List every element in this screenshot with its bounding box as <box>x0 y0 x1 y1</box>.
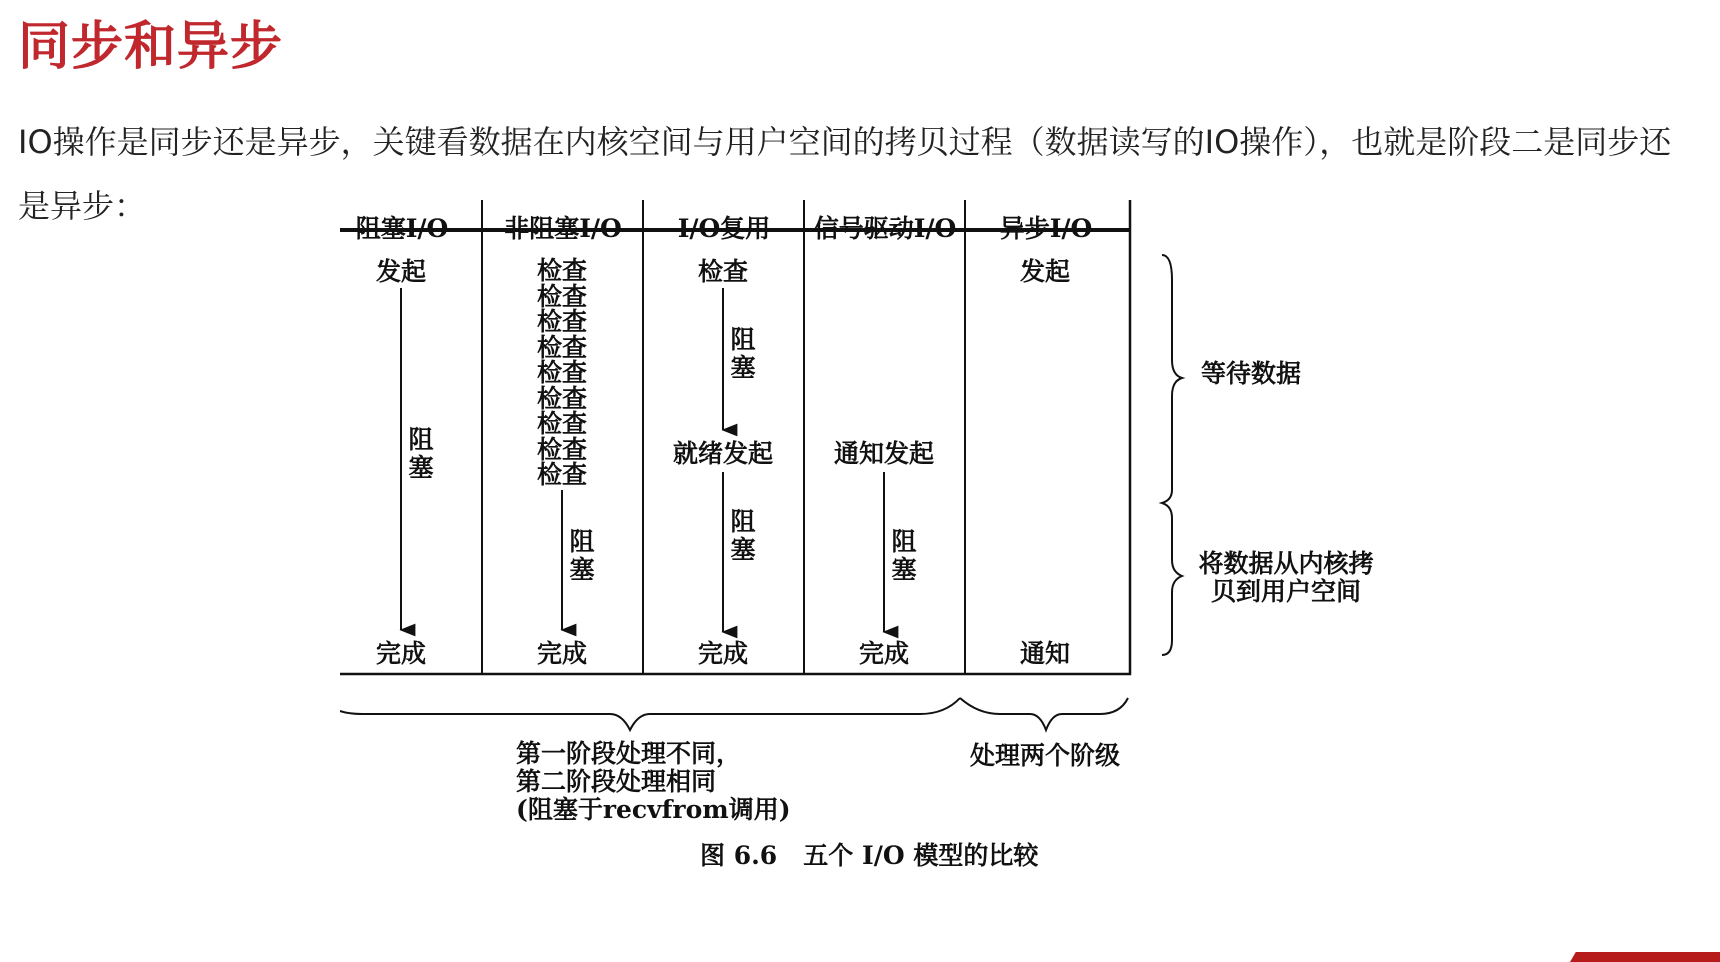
phase-brace <box>1162 255 1182 655</box>
page-title: 同步和异步 <box>18 17 284 77</box>
figure-caption: 图 6.6 五个 I/O 模型的比较 <box>700 841 1039 870</box>
col2-check-stack: 检查 检查 检查 检查 检查 检查 检查 检查 检查 <box>536 256 587 489</box>
column-header: 阻塞I/O <box>355 214 449 243</box>
col1-start: 发起 <box>375 257 426 286</box>
col1-block: 阻 塞 <box>408 425 434 482</box>
col3-mid: 就绪发起 <box>672 439 773 468</box>
phase1-label: 等待数据 <box>1200 359 1301 388</box>
note-right: 处理两个阶级 <box>970 741 1121 770</box>
col3-start: 检查 <box>697 257 748 286</box>
bottom-brace-left <box>340 698 960 730</box>
col4-block: 阻 塞 <box>891 527 917 584</box>
note-left: 第一阶段处理不同， 第二阶段处理相同 (阻塞于recvfrom调用) <box>516 739 791 824</box>
bottom-brace-right <box>960 698 1128 730</box>
col3-end: 完成 <box>697 639 748 668</box>
column-header: 信号驱动I/O <box>813 214 957 243</box>
column-header: 非阻塞I/O <box>504 214 622 243</box>
col3-block2: 阻 塞 <box>730 507 756 564</box>
col5-end: 通知 <box>1019 639 1070 668</box>
col1-end: 完成 <box>375 639 426 668</box>
col5-start: 发起 <box>1019 257 1070 286</box>
column-header: I/O复用 <box>677 214 771 243</box>
col4-mid: 通知发起 <box>833 439 934 468</box>
intro-paragraph: IO操作是同步还是异步，关键看数据在内核空间与用户空间的拷贝过程（数据读写的IO操作），也就是阶段二是同步还是异步： <box>18 123 1672 225</box>
phase2-label: 将数据从内核拷 贝到用户空间 <box>1198 549 1374 606</box>
io-model-diagram <box>340 200 1540 960</box>
col4-end: 完成 <box>858 639 909 668</box>
col3-block1: 阻 塞 <box>730 325 756 382</box>
corner-decoration <box>1570 952 1720 962</box>
col2-end: 完成 <box>536 639 587 668</box>
col2-block: 阻 塞 <box>569 527 595 584</box>
column-header: 异步I/O <box>999 214 1093 243</box>
